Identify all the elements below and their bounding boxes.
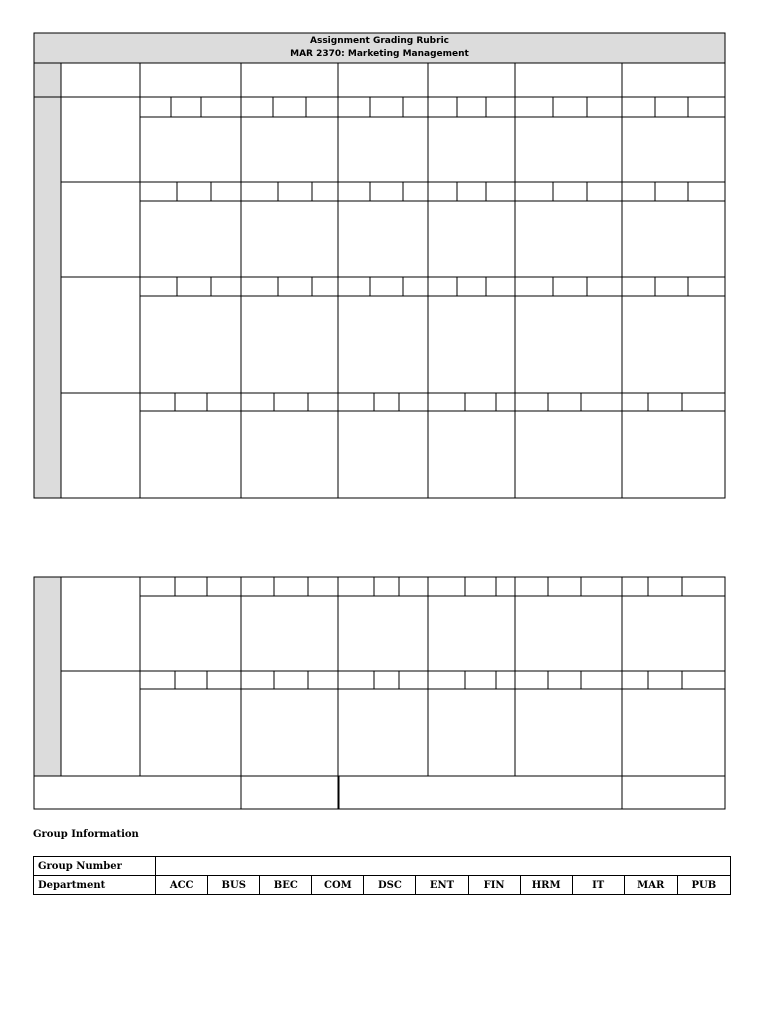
department-option-mar[interactable]: MAR [624,876,677,895]
course-title: MAR 2370: Marketing Management [290,49,469,59]
bottom-table-border [34,577,725,809]
group-number-field[interactable] [156,857,731,876]
department-row [34,876,731,895]
group-number-label: Group Number [34,857,156,876]
score-subcells-row3 [177,277,688,296]
top-table-border [34,33,725,498]
department-option-bus[interactable]: BUS [208,876,260,895]
department-option-bec[interactable]: BEC [260,876,312,895]
department-option-pub[interactable]: PUB [677,876,730,895]
department-option-acc[interactable]: ACC [156,876,208,895]
side-band-top [34,63,61,498]
score-subcells-row1 [171,97,688,117]
score-subcells-row2 [177,182,688,201]
group-information-heading: Group Information [33,829,139,840]
department-label: Department [34,876,156,895]
side-band-bottom [34,577,61,776]
group-information-table [33,856,731,895]
department-option-dsc[interactable]: DSC [364,876,416,895]
department-option-com[interactable]: COM [312,876,364,895]
group-number-row [34,857,731,876]
department-option-fin[interactable]: FIN [468,876,520,895]
department-option-it[interactable]: IT [572,876,624,895]
rubric-title: Assignment Grading Rubric [310,36,449,46]
department-option-hrm[interactable]: HRM [520,876,572,895]
department-option-ent[interactable]: ENT [416,876,468,895]
